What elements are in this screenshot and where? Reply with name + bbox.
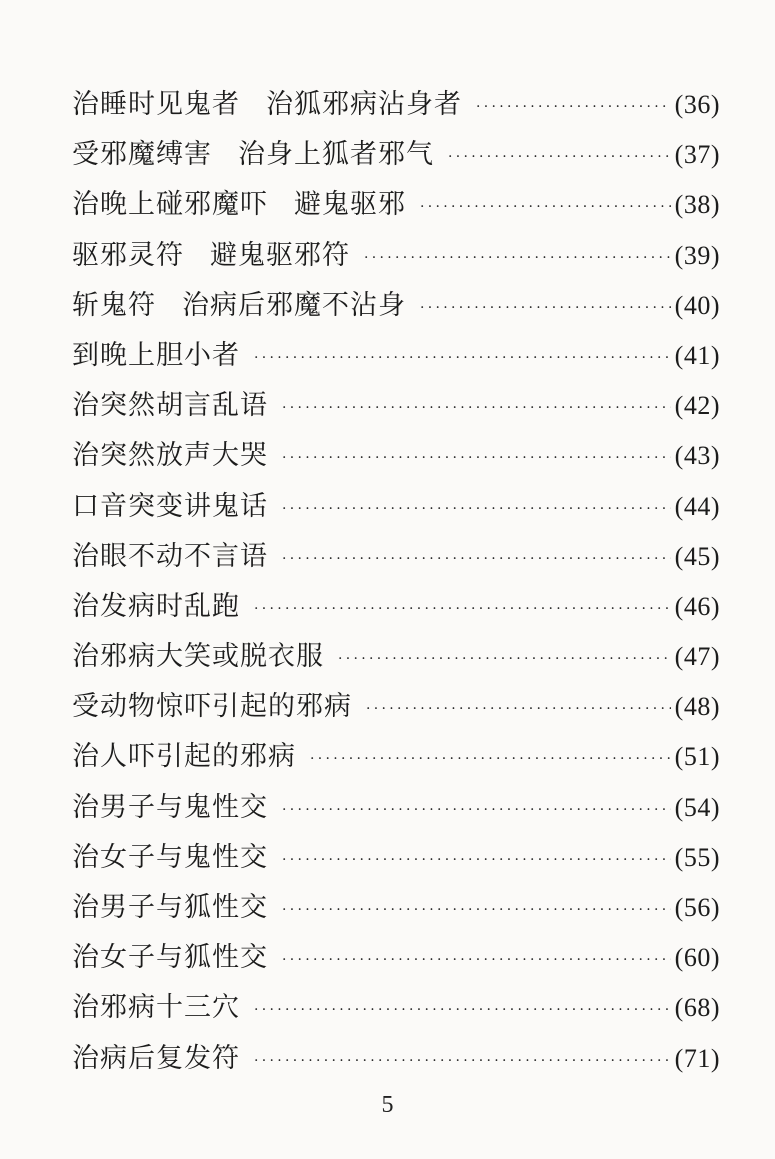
dot-leader: [254, 584, 671, 634]
toc-entry-title: [72, 833, 268, 883]
toc-title-part: 到晚上胆小者: [72, 339, 240, 371]
dot-leader: [254, 985, 671, 1035]
toc-title-part: 口音突变讲鬼话: [72, 490, 268, 522]
toc-page-number: (46): [674, 591, 720, 621]
toc-entry-title: [72, 80, 462, 130]
toc-page-number: (47): [674, 642, 720, 672]
toc-page-number: (44): [674, 491, 720, 521]
toc-page-number: (71): [674, 1043, 720, 1073]
toc-title-part: 受动物惊吓引起的邪病: [72, 691, 352, 723]
toc-title-part: 治病后邪魔不沾身: [182, 289, 406, 321]
toc-entry-title: [72, 331, 240, 381]
dot-leader: [420, 182, 671, 232]
toc-entry-title: [72, 632, 324, 682]
toc-entry-title: [72, 431, 268, 481]
toc-entry: [72, 682, 720, 732]
toc-page-number: (56): [674, 893, 720, 922]
toc-entry: [72, 532, 720, 582]
toc-page-number: (51): [674, 742, 720, 772]
toc-entry: [72, 431, 720, 481]
toc-page-number: (40): [674, 290, 720, 320]
dot-leader: [282, 785, 671, 835]
toc-entry-title: [72, 933, 268, 983]
dot-leader: [282, 935, 671, 985]
toc-title-part: 治突然胡言乱语: [72, 390, 268, 422]
toc-title-part: 治女子与狐性交: [72, 942, 268, 974]
toc-entry: [72, 632, 720, 682]
toc-page-number: (45): [674, 541, 720, 571]
toc-entry: [72, 381, 720, 431]
toc-title-part: 治病后复发符: [72, 1042, 240, 1074]
toc-entry: [72, 833, 720, 883]
toc-title-part: 治邪病十三穴: [72, 992, 240, 1024]
toc-page-number: (55): [674, 842, 720, 872]
dot-leader: [420, 283, 671, 333]
toc-entry-title: [72, 682, 352, 732]
toc-page-number: (54): [674, 792, 720, 822]
toc-title-part: 治邪病大笑或脱衣服: [72, 641, 324, 673]
toc-title-part: 治突然放声大哭: [72, 440, 268, 472]
toc-page-number: (43): [674, 441, 720, 471]
toc-entry: [72, 933, 720, 983]
toc-page-number: (48): [674, 692, 720, 722]
toc-entry: [72, 732, 720, 782]
dot-leader: [282, 835, 671, 885]
toc-page-number: (36): [674, 90, 720, 119]
toc-entry-title: [72, 130, 434, 180]
toc-title-part: 治女子与鬼性交: [72, 841, 268, 873]
toc-entry-title: [72, 281, 406, 331]
toc-entry: [72, 983, 720, 1033]
toc-title-part: 治人吓引起的邪病: [72, 741, 296, 773]
toc-entry-title: [72, 381, 268, 431]
dot-leader: [448, 132, 671, 182]
dot-leader: [338, 634, 671, 684]
toc-title-part: 受邪魔缚害: [72, 139, 212, 171]
toc-page-number: (68): [674, 993, 720, 1023]
toc-entry-title: [72, 732, 296, 782]
table-of-contents: [72, 80, 720, 1084]
toc-entry: [72, 331, 720, 381]
toc-title-part: 治发病时乱跑: [72, 590, 240, 622]
toc-entry-title: [72, 482, 268, 532]
toc-page-number: (39): [674, 240, 720, 270]
toc-entry: [72, 783, 720, 833]
toc-entry: [72, 80, 720, 130]
toc-entry-title: [72, 783, 268, 833]
toc-entry-title: [72, 883, 268, 933]
toc-title-part: 治睡时见鬼者: [72, 89, 240, 120]
toc-page-number: (37): [674, 140, 720, 170]
toc-entry-title: [72, 1034, 240, 1084]
toc-entry-title: [72, 231, 350, 281]
dot-leader: [254, 1036, 671, 1086]
toc-page-number: (60): [674, 943, 720, 973]
page-number: 5: [381, 1092, 394, 1118]
dot-leader: [366, 684, 671, 734]
dot-leader: [282, 885, 671, 935]
dot-leader: [310, 734, 671, 784]
toc-entry: [72, 231, 720, 281]
toc-page-number: (42): [674, 391, 720, 421]
toc-title-part: 治狐邪病沾身者: [266, 89, 462, 120]
toc-entry-title: [72, 582, 240, 632]
toc-title-part: 治男子与狐性交: [72, 892, 268, 923]
toc-entry: [72, 482, 720, 532]
toc-entry: [72, 1034, 720, 1084]
toc-entry: [72, 130, 720, 180]
toc-entry-title: [72, 180, 406, 230]
toc-title-part: 治晚上碰邪魔吓: [72, 189, 268, 221]
toc-entry: [72, 180, 720, 230]
dot-leader: [282, 383, 671, 433]
toc-title-part: 避鬼驱邪: [294, 189, 406, 221]
toc-title-part: 治眼不动不言语: [72, 540, 268, 572]
toc-title-part: 治身上狐者邪气: [238, 139, 434, 171]
dot-leader: [282, 484, 671, 534]
dot-leader: [282, 534, 671, 584]
toc-title-part: 避鬼驱邪符: [210, 239, 350, 271]
toc-page-number: (41): [674, 340, 720, 370]
dot-leader: [476, 82, 671, 132]
toc-title-part: 驱邪灵符: [72, 239, 184, 271]
toc-title-part: 治男子与鬼性交: [72, 791, 268, 823]
toc-entry-title: [72, 983, 240, 1033]
toc-entry: [72, 281, 720, 331]
toc-entry: [72, 582, 720, 632]
dot-leader: [254, 333, 671, 383]
dot-leader: [364, 233, 671, 283]
toc-entry-title: [72, 532, 268, 582]
dot-leader: [282, 433, 671, 483]
toc-page-number: (38): [674, 190, 720, 220]
toc-entry: [72, 883, 720, 933]
toc-title-part: 斩鬼符: [72, 289, 156, 321]
